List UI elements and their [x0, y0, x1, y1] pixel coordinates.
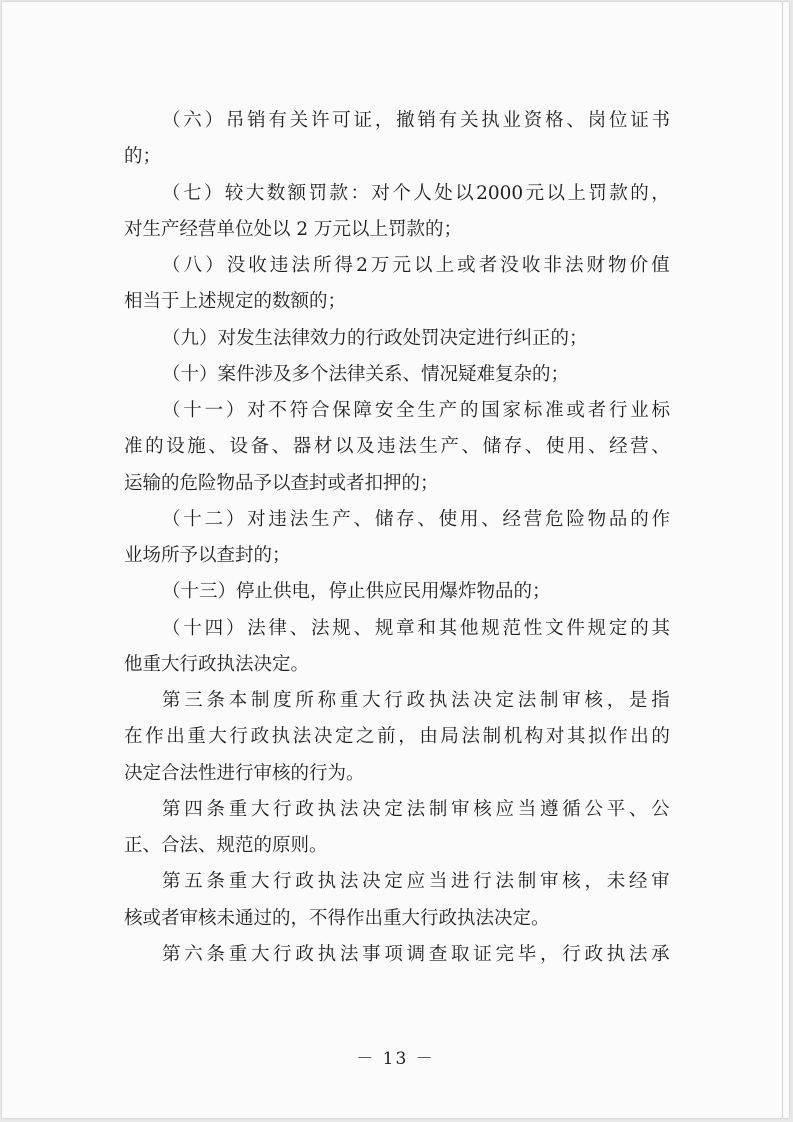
page-number: － 13 －	[356, 1049, 435, 1069]
text-line: （ 七 ） 较 大 数 额 罚 款 ： 对 个 人 处 以 2000 元 以 上 罚 款 的 ，	[162, 182, 670, 204]
text-line: （ 十 二 ） 对 违 法 生 产 、 储 存 、 使 用 、 经 营 危 险 物 品 的 作	[162, 508, 670, 530]
document-page	[2, 2, 789, 1118]
text-line: 核或者审核未通过的，不得作出重大行政执法决定。	[124, 907, 550, 929]
page-edge	[782, 2, 783, 1118]
text-line: 运输的危险物品予以查封或者扣押的；	[124, 472, 439, 494]
text-line: 对生产经营单位处以 2 万元以上罚款的；	[124, 218, 463, 240]
text-line: （ 八 ） 没 收 违 法 所 得 2 万 元 以 上 或 者 没 收 非 法 财 物 价 值	[162, 255, 670, 276]
text-line: 在 作 出 重 大 行 政 执 法 决 定 之 前 ， 由 局 法 制 机 构 对 其 拟 作 出 的	[124, 726, 670, 748]
text-line: 第 四 条 重 大 行 政 执 法 决 定 法 制 审 核 应 当 遵 循 公 平 、 公	[162, 798, 670, 820]
text-line: （十三）停止供电，停止供应民用爆炸物品的；	[162, 581, 551, 603]
text-line: 他重大行政执法决定。	[124, 653, 310, 675]
text-line: 第 三 条 本 制 度 所 称 重 大 行 政 执 法 决 定 法 制 审 核 ， 是 指	[162, 690, 670, 711]
text-line: （ 十 四 ） 法 律 、 法 规 、 规 章 和 其 他 规 范 性 文 件 规 定 的 其	[162, 617, 670, 639]
text-line: （十）案件涉及多个法律关系、情况疑难复杂的；	[162, 363, 570, 385]
body-text	[124, 103, 670, 973]
text-line: 的；	[124, 146, 162, 168]
text-line: 业场所予以查封的；	[124, 545, 291, 566]
text-line: 第 五 条 重 大 行 政 执 法 决 定 应 当 进 行 法 制 审 核 ， 未 经 审	[162, 871, 670, 893]
text-line: （九）对发生法律效力的行政处罚决定进行纠正的；	[162, 327, 588, 349]
text-line: （ 十 一 ） 对 不 符 合 保 障 安 全 生 产 的 国 家 标 准 或 者 行 业 标	[162, 400, 670, 421]
text-line: 相当于上述规定的数额的；	[124, 291, 347, 313]
text-line: 决定合法性进行审核的行为。	[124, 762, 365, 784]
text-line: 正、合法、规范的原则。	[124, 835, 328, 856]
text-line: 准 的 设 施 、 设 备 、 器 材 以 及 违 法 生 产 、 储 存 、 使 用 、 经 营 、	[124, 436, 670, 458]
text-line: （ 六 ） 吊 销 有 关 许 可 证 ， 撤 销 有 关 执 业 资 格 、 岗 位 证 书	[162, 110, 670, 131]
text-line: 第 六 条 重 大 行 政 执 法 事 项 调 查 取 证 完 毕 ， 行 政 执 法 承	[162, 943, 670, 965]
